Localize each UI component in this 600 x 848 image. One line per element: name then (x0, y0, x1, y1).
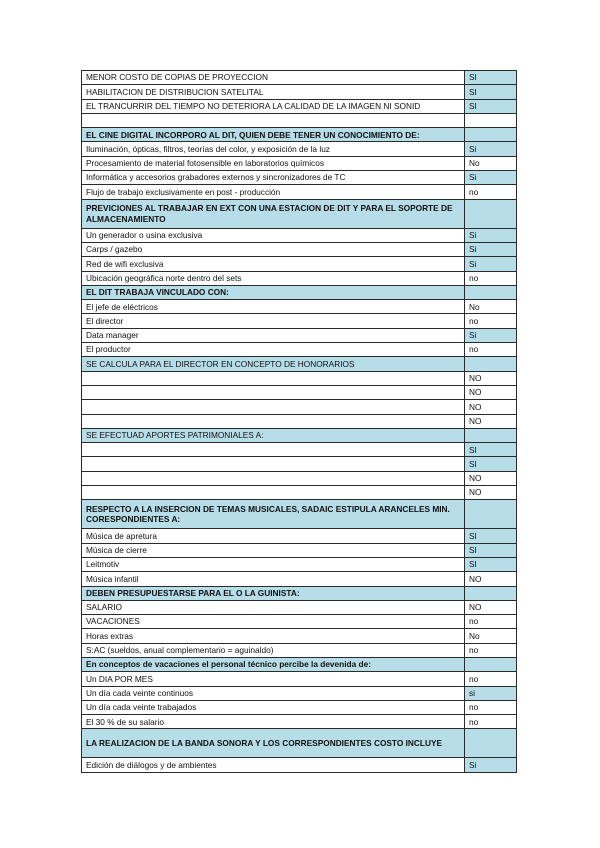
question-cell: Procesamiento de material fotosensible en laboratorios químicos (82, 156, 465, 170)
table-row (82, 700, 517, 714)
answer-cell: no (465, 700, 517, 714)
question-cell: VACACIONES (82, 615, 465, 629)
section-header-row (82, 128, 517, 142)
question-cell: Ubicación geográfica norte dentro del sets (82, 271, 465, 285)
table-row (82, 142, 517, 156)
question-cell: Un día cada veinte continuos (82, 686, 465, 700)
table-row (82, 328, 517, 342)
table-row (82, 171, 517, 185)
answer-cell: NO (465, 400, 517, 414)
section-header-row (82, 729, 517, 758)
answer-cell (465, 199, 517, 228)
section-title: LA REALIZACION DE LA BANDA SONORA Y LOS CORRESPONDIENTES COSTO INCLUYE (82, 729, 465, 758)
table-row (82, 257, 517, 271)
table-row (82, 486, 517, 500)
question-cell: El director (82, 314, 465, 328)
section-header-row (82, 285, 517, 299)
answer-cell: no (465, 185, 517, 199)
question-cell (82, 486, 465, 500)
answer-cell: no (465, 615, 517, 629)
question-cell: Un generador o usina exclusiva (82, 228, 465, 242)
answer-cell (465, 285, 517, 299)
table-row (82, 343, 517, 357)
question-cell: MENOR COSTO DE COPIAS DE PROYECCION (82, 71, 465, 85)
table-row (82, 300, 517, 314)
section-title: EL CINE DIGITAL INCORPORO AL DIT, QUIEN DEBE TENER UN CONOCIMIENTO DE: (82, 128, 465, 142)
answer-cell (465, 428, 517, 442)
table-row (82, 672, 517, 686)
question-cell: EL TRANCURRIR DEL TIEMPO NO DETERIORA LA CALIDAD DE LA IMAGEN NI SONID (82, 99, 465, 113)
table-row (82, 572, 517, 586)
table-row (82, 443, 517, 457)
table-row (82, 271, 517, 285)
answer-cell: SI (465, 543, 517, 557)
question-cell: Data manager (82, 328, 465, 342)
table-row (82, 457, 517, 471)
section-title: DEBEN PRESUPUESTARSE PARA EL O LA GUINISTA: (82, 586, 465, 600)
table-row (82, 242, 517, 256)
section-header-row (82, 428, 517, 442)
table-row (82, 385, 517, 399)
question-cell: El 30 % de su salario (82, 715, 465, 729)
answer-cell: no (465, 314, 517, 328)
section-title: SE EFECTUAD APORTES PATRIMONIALES A: (82, 428, 465, 442)
answer-cell: No (465, 300, 517, 314)
questionnaire-table (81, 70, 517, 773)
section-title: En conceptos de vacaciones el personal técnico percibe la devenida de: (82, 657, 465, 671)
answer-cell: no (465, 672, 517, 686)
answer-cell: Si (465, 142, 517, 156)
section-header-row (82, 586, 517, 600)
question-cell: SALARIO (82, 600, 465, 614)
table-row (82, 85, 517, 99)
answer-cell: no (465, 643, 517, 657)
answer-cell: NO (465, 572, 517, 586)
answer-cell: NO (465, 471, 517, 485)
answer-cell (465, 357, 517, 371)
answer-cell: Si (465, 257, 517, 271)
question-cell (82, 113, 465, 127)
section-title: RESPECTO A LA INSERCION DE TEMAS MUSICALES, SADAIC ESTIPULA ARANCELES MIN. CORESPONDIENTES A: (82, 500, 465, 529)
table-row (82, 156, 517, 170)
answer-cell: NO (465, 371, 517, 385)
question-cell: Red de wifi exclusiva (82, 257, 465, 271)
table-row (82, 758, 517, 772)
table-row (82, 400, 517, 414)
question-cell: Edición de diálogos y de ambientes (82, 758, 465, 772)
answer-cell (465, 729, 517, 758)
question-cell (82, 443, 465, 457)
answer-cell: no (465, 271, 517, 285)
question-cell: Música de apretura (82, 529, 465, 543)
answer-cell: Si (465, 242, 517, 256)
question-cell (82, 400, 465, 414)
question-cell: Flujo de trabajo exclusivamente en post - producción (82, 185, 465, 199)
answer-cell: SI (465, 443, 517, 457)
section-header-row (82, 357, 517, 371)
table-row (82, 715, 517, 729)
table-row (82, 529, 517, 543)
table-row (82, 371, 517, 385)
answer-cell: No (465, 156, 517, 170)
question-cell: Música de cierre (82, 543, 465, 557)
section-header-row (82, 657, 517, 671)
section-header-row (82, 199, 517, 228)
table-row (82, 557, 517, 571)
table-row (82, 99, 517, 113)
question-cell: Leitmotiv (82, 557, 465, 571)
answer-cell (465, 113, 517, 127)
table-row (82, 228, 517, 242)
question-cell: El productor (82, 343, 465, 357)
answer-cell: NO (465, 486, 517, 500)
answer-cell: Si (465, 758, 517, 772)
answer-cell (465, 586, 517, 600)
question-cell (82, 414, 465, 428)
question-cell (82, 385, 465, 399)
section-title: SE CALCULA PARA EL DIRECTOR EN CONCEPTO DE HONORARIOS (82, 357, 465, 371)
question-cell (82, 457, 465, 471)
question-cell: Música infantil (82, 572, 465, 586)
question-cell: S:AC (sueldos, anual complementario = aguinaldo) (82, 643, 465, 657)
answer-cell: SI (465, 71, 517, 85)
answer-cell: NO (465, 600, 517, 614)
question-cell: Un día cada veinte trabajados (82, 700, 465, 714)
answer-cell: Si (465, 328, 517, 342)
table-row (82, 314, 517, 328)
answer-cell: no (465, 715, 517, 729)
table-row (82, 414, 517, 428)
section-title: EL DIT TRABAJA VINCULADO CON: (82, 285, 465, 299)
answer-cell: si (465, 686, 517, 700)
question-cell: HABILITACION DE DISTRIBUCION SATELITAL (82, 85, 465, 99)
answer-cell: SI (465, 457, 517, 471)
table-row (82, 629, 517, 643)
table-row (82, 71, 517, 85)
answer-cell (465, 500, 517, 529)
question-cell (82, 371, 465, 385)
section-title: PREVICIONES AL TRABAJAR EN EXT CON UNA ESTACION DE DIT Y PARA EL SOPORTE DE ALMACENAMIENTO (82, 199, 465, 228)
table-row (82, 615, 517, 629)
answer-cell: SI (465, 85, 517, 99)
answer-cell (465, 657, 517, 671)
table-row (82, 185, 517, 199)
table-row (82, 113, 517, 127)
question-cell: Un DIA POR MES (82, 672, 465, 686)
table-row (82, 643, 517, 657)
answer-cell: no (465, 343, 517, 357)
answer-cell: NO (465, 385, 517, 399)
answer-cell: SI (465, 529, 517, 543)
question-cell: Horas extras (82, 629, 465, 643)
table-row (82, 600, 517, 614)
answer-cell: SI (465, 557, 517, 571)
answer-cell: No (465, 629, 517, 643)
answer-cell: SI (465, 99, 517, 113)
answer-cell: NO (465, 414, 517, 428)
answer-cell: Si (465, 171, 517, 185)
question-cell: Informática y accesorios grabadores externos y sincronizadores de TC (82, 171, 465, 185)
table-row (82, 686, 517, 700)
answer-cell: Si (465, 228, 517, 242)
question-cell (82, 471, 465, 485)
questionnaire-body (82, 71, 517, 773)
question-cell: Iluminación, ópticas, filtros, teorías del color, y exposición de la luz (82, 142, 465, 156)
table-row (82, 471, 517, 485)
answer-cell (465, 128, 517, 142)
question-cell: Carps / gazebo (82, 242, 465, 256)
section-header-row (82, 500, 517, 529)
table-row (82, 543, 517, 557)
question-cell: El jefe de eléctricos (82, 300, 465, 314)
